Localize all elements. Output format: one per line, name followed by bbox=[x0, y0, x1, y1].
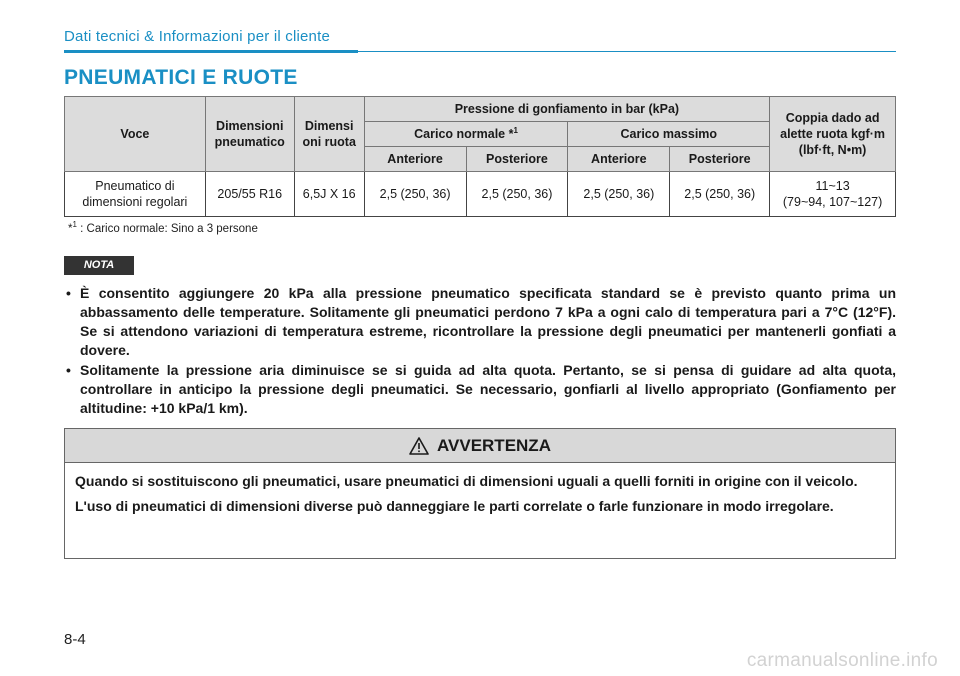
page-header-title: Dati tecnici & Informazioni per il cliente bbox=[64, 28, 331, 45]
coppia-line2: (79~94, 107~127) bbox=[782, 195, 883, 209]
header-carico-normale bbox=[364, 122, 568, 147]
list-item: • È consentito aggiungere 20 kPa alla pressione pneumatico specificata standard se è previsto quanto prima un abbassamento delle temperature. Solitamente gli pneumatici perdono 7 kPa a ogni calo di temperatura pari a 7°C (12°F). Se si attendono variazioni di temperatura estreme, ricontrollare la pressione degli pneumatici per mantenerli gonfiati a dovere. bbox=[64, 284, 896, 360]
warning-triangle-icon bbox=[409, 437, 429, 455]
header-carico-massimo: Carico massimo bbox=[568, 122, 770, 147]
footnote-ref-1: 1 bbox=[513, 125, 518, 135]
section-title: PNEUMATICI E RUOTE bbox=[64, 66, 298, 89]
cell-dim-ruota: 6,5J X 16 bbox=[294, 172, 364, 217]
carico-normale-label: Carico normale * bbox=[414, 126, 514, 141]
header-dimensioni-pneumatico: Dimensioni pneumatico bbox=[205, 97, 294, 172]
warning-header bbox=[65, 429, 895, 463]
watermark: carmanualsonline.info bbox=[746, 650, 938, 671]
tire-spec-table bbox=[64, 96, 896, 217]
footnote-mark: * bbox=[68, 222, 73, 235]
cell-dim-pneumatico: 205/55 R16 bbox=[205, 172, 294, 217]
warning-paragraph: Quando si sostituiscono gli pneumatici, usare pneumatici di dimensioni uguali a quelli forniti in origine con il veicolo. bbox=[75, 473, 858, 489]
cell-normale-posteriore: 2,5 (250, 36) bbox=[466, 172, 568, 217]
footnote-sup: 1 bbox=[72, 220, 77, 229]
table-footnote bbox=[68, 220, 258, 235]
cell-massimo-posteriore: 2,5 (250, 36) bbox=[670, 172, 770, 217]
header-massimo-posteriore: Posteriore bbox=[670, 147, 770, 172]
header-normale-anteriore: Anteriore bbox=[364, 147, 466, 172]
header-normale-posteriore: Posteriore bbox=[466, 147, 568, 172]
warning-title: AVVERTENZA bbox=[437, 435, 551, 455]
notes-list bbox=[64, 284, 896, 419]
page-number: 8-4 bbox=[64, 631, 86, 648]
footnote-text: : Carico normale: Sino a 3 persone bbox=[76, 222, 258, 235]
cell-normale-anteriore: 2,5 (250, 36) bbox=[364, 172, 466, 217]
nota-label: NOTA bbox=[64, 256, 134, 275]
header-coppia: Coppia dado ad alette ruota kgf·m (lbf·ft, N•m) bbox=[770, 97, 896, 172]
coppia-line1: 11~13 bbox=[815, 178, 850, 193]
warning-body bbox=[65, 463, 895, 516]
cell-voce: Pneumatico di dimensioni regolari bbox=[65, 172, 206, 217]
header-pressione: Pressione di gonfiamento in bar (kPa) bbox=[364, 97, 770, 122]
warning-paragraph: L'uso di pneumatici di dimensioni diverse può danneggiare le parti correlate o farle funzionare in modo irregolare. bbox=[75, 498, 834, 514]
header-divider-line bbox=[358, 51, 896, 52]
header-voce: Voce bbox=[65, 97, 206, 172]
cell-coppia bbox=[770, 172, 896, 217]
header-divider-accent bbox=[64, 50, 358, 53]
header-massimo-anteriore: Anteriore bbox=[568, 147, 670, 172]
cell-massimo-anteriore: 2,5 (250, 36) bbox=[568, 172, 670, 217]
list-item: • Solitamente la pressione aria diminuisce se si guida ad alta quota. Pertanto, se si pensa di guidare ad alta quota, controllare in anticipo la pressione degli pneumatici. Se necessario, gonfiarli al livello appropriato (Gonfiamento per altitudine: +10 kPa/1 km). bbox=[64, 361, 896, 418]
warning-box bbox=[64, 428, 896, 559]
table-row bbox=[65, 172, 896, 217]
header-dimensioni-ruota: Dimensi oni ruota bbox=[294, 97, 364, 172]
